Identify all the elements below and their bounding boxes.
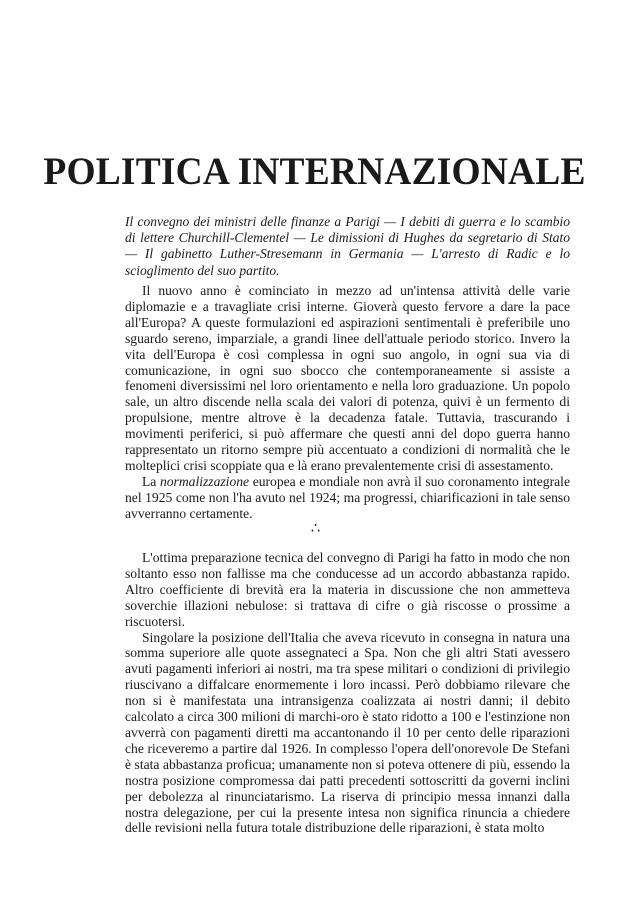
paragraph-1: Il nuovo anno è cominciato in mezzo ad un'intensa attività delle varie diplomazie e a travagliate crisi interne. Gioverà questo fervore a dare la pace all'Europa? A queste formulazioni ed aspirazioni sentimentali è preferibile uno sguardo sereno, imparziale, a grandi linee dell'attuale periodo storico. Invero la vita dell'Europa è così complessa in ogni suo angolo, in ogni sua via di comunicazione, in ogni suo sbocco che contemporaneamente si assiste a fenomeni diversissimi nel loro orientamento e nella loro graduazione. Un popolo sale, un altro discende nella scala dei valori di potenza, quivi è un fermento di propulsione, mentre altrove è la decadenza fatale. Tuttavia, trascurando i movimenti periferici, si può affermare che questi anni del dopo guerra hanno rappresentato un ritorno sempre più accentuato a condizioni di normalità che le molteplici crisi scoppiate qua e là erano prevalentemente crisi di assestamento. [125, 283, 570, 473]
emphasis-normalizzazione: normalizzazione [159, 473, 250, 489]
paragraph-3: L'ottima preparazione tecnica del convegno di Parigi ha fatto in modo che non soltanto esso non fallisse ma che conducesse ad un accordo abbastanza rapido. Altro coefficiente di brevità era la materia in discussione che non ammetteva soverchie illazioni nebulose: si trattava di cifre o già riscosse o prossime a riscuotersi. [125, 550, 570, 629]
paragraph-4: Singolare la posizione dell'Italia che aveva ricevuto in consegna in natura una somma superiore alle quote assegnateci a Spa. Non che gli altri Stati avessero avuti pagamenti inferiori ai nostri, ma tra spese militari o condizioni di privilegio riuscivano a diffalcare enormemente i loro incassi. Però dobbiamo rilevare che non si è manifestata una intransigenza coalizzata ai nostri danni; il debito calcolato a circa 300 milioni di marchi-oro è stato ridotto a 100 e l'estinzione non avverrà con pagamenti diretti ma accantonando il 10 per cento delle riparazioni che riceveremo a partire dal 1926. In complesso l'opera dell'onorevole De Stefani è stata abbastanza proficua; umanamente non si poteva ottenere di più, essendo la nostra posizione compromessa dai patti precedenti sottoscritti da governi inclini per debolezza al rinunciatarismo. La riserva di principio messa innanzi dalla nostra delegazione, per cui la presente intesa non significa rinuncia a chiedere delle revisioni nella futura totale distribuzione delle riparazioni, è stata molto [125, 629, 570, 836]
body-section-2 [125, 550, 570, 836]
section-divider-ornament: ∴ [310, 519, 319, 537]
paragraph-2-end: europea e mondiale non avrà il suo coronamento integrale nel 1925 come non l'ha avuto nel 1924; ma progressi, chiarificazioni in tale senso avverranno certamente. [125, 473, 570, 521]
chapter-summary: Il convegno dei ministri delle finanze a Parigi — I debiti di guerra e lo scambio di lettere Churchill-Clementel — Le dimissioni di Hughes da segretario di Stato — Il gabinetto Luther-Stresemann in Germania — L'arresto di Radic e lo scioglimento del suo partito. [125, 214, 570, 278]
paragraph-2-start: La [142, 473, 160, 489]
body-section-1 [125, 283, 570, 522]
page-title: POLITICA INTERNAZIONALE [43, 150, 586, 193]
paragraph-2 [125, 474, 570, 522]
